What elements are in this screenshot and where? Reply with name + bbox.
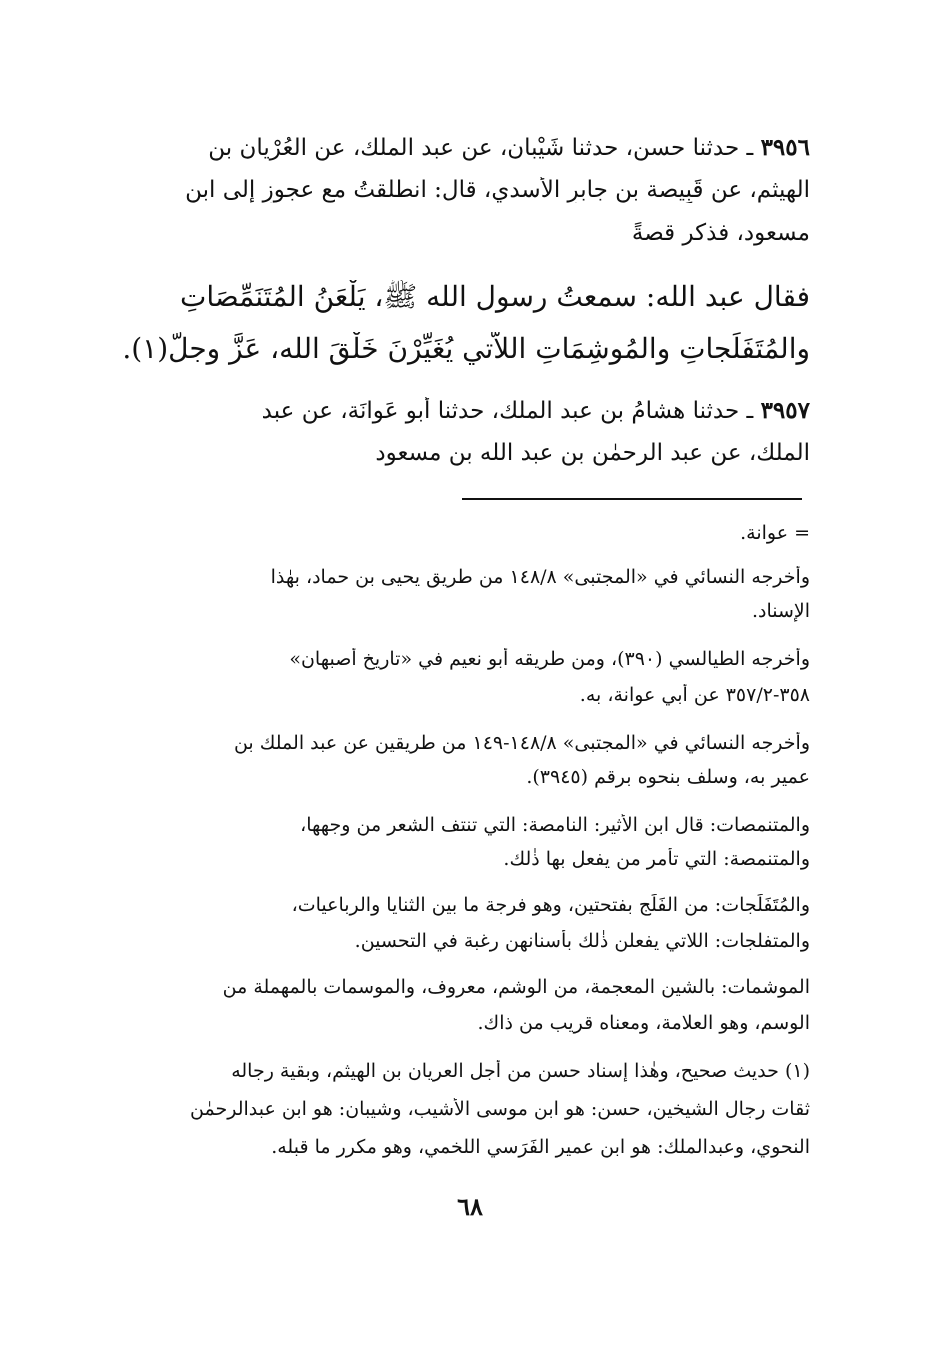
footnote-line: الوسم، وهو العلامة، ومعناه قريب من ذاك. xyxy=(477,1012,810,1034)
hadith-text: ـ حدثنا حسن، حدثنا شَيْبان، عن عبد الملك، عن العُرْيان بن xyxy=(208,135,754,161)
footnote-line: وأخرجه النسائي في «المجتبى» ١٤٨/٨-١٤٩ من طريقين عن عبد الملك بن xyxy=(233,732,810,754)
footnote-line: والمتفلجات: اللاتي يفعلن ذٰلك بأسنانهن رغبة في التحسين. xyxy=(354,930,810,952)
footnote-line: (١) حديث صحيح، وهٰذا إسناد حسن من أجل العريان بن الهيثم، وبقية رجاله xyxy=(231,1060,810,1082)
footnote-line: والمُتَفَلِّجات: من الفَلَج بفتحتين، وهو فرجة ما بين الثنايا والرباعيات، xyxy=(291,894,810,916)
footnote-line: ٣٥٨-٣٥٧/٢ عن أبي عوانة، به. xyxy=(579,684,810,706)
footnote-separator xyxy=(462,498,802,500)
footnote-line: النحوي، وعبدالملك: هو ابن عمير الفَرَسي اللخمي، وهو مكرر ما قبله. xyxy=(271,1136,810,1158)
hadith-text: ـ حدثنا هشامُ بن عبد الملك، حدثنا أبو عَوانَة، عن عبد xyxy=(261,398,754,424)
hadith-number: ٣٩٥٧ xyxy=(760,397,810,424)
footnote-line: وأخرجه الطيالسي (٣٩٠)، ومن طريقه أبو نعيم في «تاريخ أصبهان» xyxy=(289,648,810,670)
hadith-3957-line-1 xyxy=(110,397,810,424)
footnote-line: ثقات رجال الشيخين، حسن: هو ابن موسى الأشيب، وشيبان: هو ابن عبدالرحمٰن xyxy=(190,1098,810,1120)
hadith-number: ٣٩٥٦ xyxy=(760,134,810,161)
page-number: ٦٨ xyxy=(457,1192,483,1221)
footnote-line: وأخرجه النسائي في «المجتبى» ١٤٨/٨ من طريق يحيى بن حماد، بهٰذا xyxy=(270,566,810,588)
footnote-line: الموشمات: بالشين المعجمة، من الوشم، معروف، والموسمات بالمهملة من xyxy=(222,976,810,998)
hadith-3957-line-2: الملك، عن عبد الرحمٰن بن عبد الله بن مسعود xyxy=(375,440,810,466)
footnote-line: والمتنمصة: التي تأمر من يفعل بها ذٰلك. xyxy=(503,848,810,870)
hadith-3956-quote-line-1: فقال عبد الله: سمعتُ رسول الله ﷺ، يَلْعَنُ المُتَنَمِّصَاتِ xyxy=(179,280,810,313)
hadith-3956-line-3: مسعود، فذكر قصةً xyxy=(631,220,810,246)
hadith-3956-line-2: الهيثم، عن قَبِيصة بن جابرٍ الأسدي، قال: انطلقتُ مع عجوزٍ إلى ابن xyxy=(185,177,810,203)
hadith-3956-line-1 xyxy=(110,134,810,161)
hadith-3956-quote-line-2: والمُتَفَلِّجاتِ والمُوشِمَاتِ اللاَّتي يُغَيِّرْنَ خَلْقَ الله، عَزَّ وجلَّ(١). xyxy=(122,332,810,365)
footnote-line: الإسناد. xyxy=(751,600,810,622)
footnote-line: عمير به، وسلف بنحوه برقم (٣٩٤٥). xyxy=(526,766,810,788)
footnote-line: والمتنمصات: قال ابن الأثير: النامصة: التي تنتف الشعر من وجهها، xyxy=(300,814,810,836)
footnote-line: = عوانة. xyxy=(740,522,810,544)
